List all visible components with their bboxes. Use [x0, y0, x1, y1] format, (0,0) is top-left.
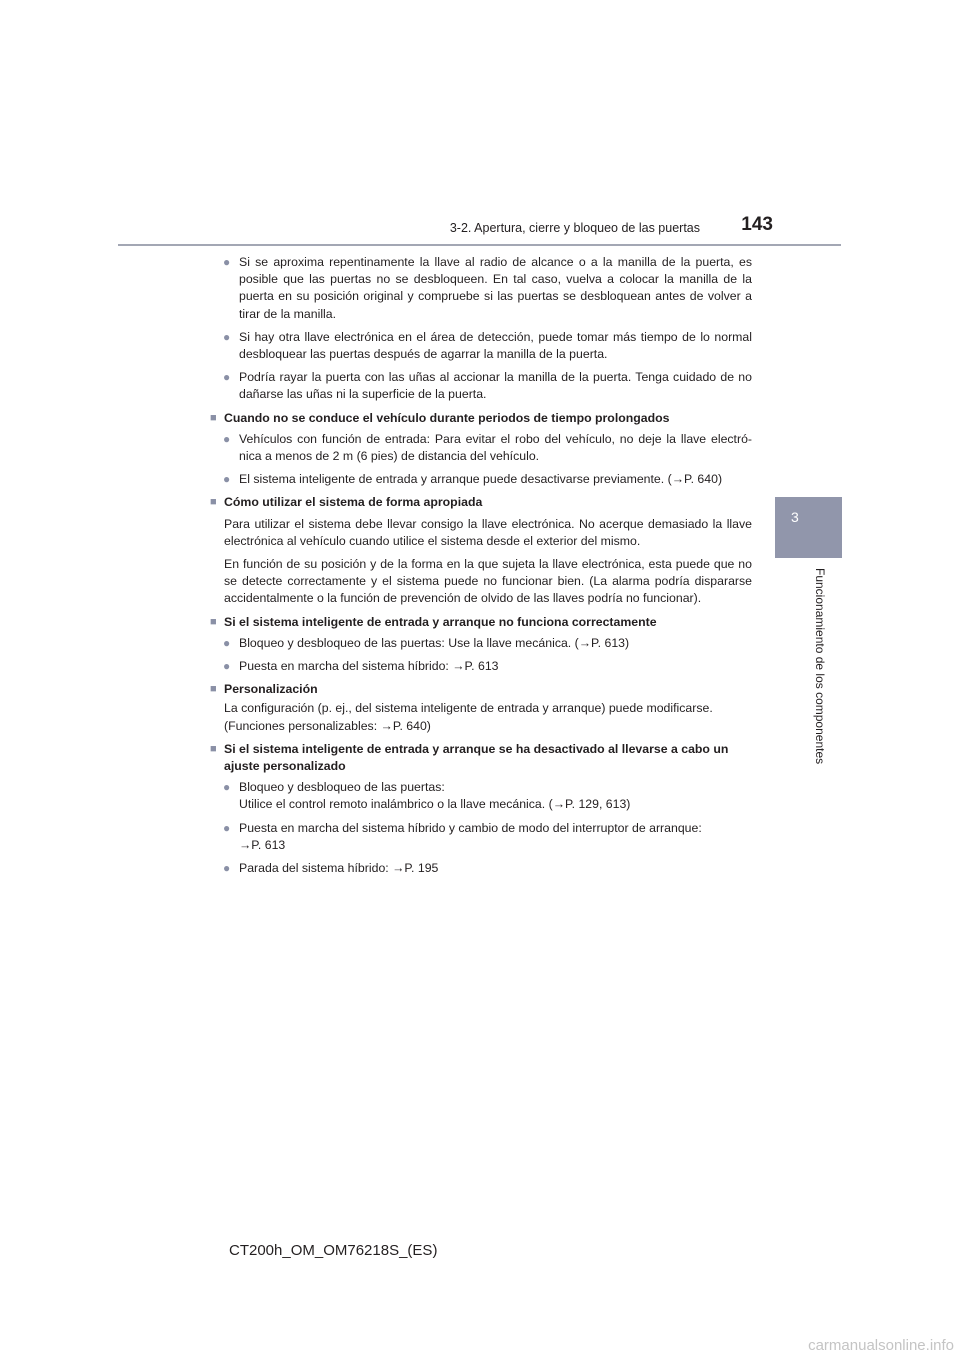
- list-item: ● Bloqueo y desbloqueo de las puertas: Utilice el control remoto inalámbrico o la llave mecánica. (→P. 129, 613): [223, 780, 631, 812]
- chapter-tab[interactable]: [775, 497, 842, 558]
- square-bullet-icon: ■: [210, 411, 217, 424]
- header-section-title: 3-2. Apertura, cierre y bloqueo de las puertas: [449, 221, 700, 235]
- bullet-icon: ●: [223, 431, 231, 446]
- paragraph: (Funciones personalizables: →P. 640): [224, 718, 431, 733]
- list-item: ● Parada del sistema híbrido: →P. 195: [210, 860, 752, 877]
- section-heading: ■ Personalización: [210, 681, 752, 698]
- paragraph: La configuración (p. ej., del sistema inteligente de entrada y arranque) puede modificarse.: [224, 701, 713, 716]
- bullet-icon: ●: [223, 820, 231, 835]
- list-item: ● Puesta en marcha del sistema híbrido y cambio de modo del interruptor de arranque: →P. 613: [223, 820, 702, 852]
- list-item: ● Si hay otra llave electrónica en el área de detección, puede tomar más tiempo de lo normal desbloquear las puertas después de agarrar la manilla de la puerta.: [223, 329, 752, 362]
- chapter-number: 3: [791, 509, 799, 525]
- page-number: 143: [741, 214, 773, 235]
- paragraph: Para utilizar el sistema debe llevar consigo la llave electrónica. No acerque demasiado la llave electrónica al vehículo cuando utilice el sistema desde el exterior del mismo.: [224, 516, 752, 548]
- section-heading: ■ Si el sistema inteligente de entrada y arranque se ha desactivado al llevarse a cabo un ajuste personalizado: [210, 741, 729, 774]
- bullet-icon: ●: [223, 659, 231, 674]
- list-item: ● Puesta en marcha del sistema híbrido: →P. 613: [210, 658, 752, 675]
- square-bullet-icon: ■: [210, 742, 217, 755]
- section-heading: ■ Cuando no se conduce el vehículo durante periodos de tiempo prolongados: [210, 410, 752, 427]
- bullet-icon: ●: [223, 780, 231, 795]
- chapter-side-title: [812, 568, 828, 778]
- bullet-icon: ●: [223, 255, 231, 269]
- bullet-icon: ●: [223, 472, 231, 487]
- bullet-icon: ●: [223, 861, 231, 876]
- section-heading: ■ Si el sistema inteligente de entrada y arranque no funciona correctamente: [210, 614, 752, 631]
- chapter-title-text: Funcionamiento de los componentes: [813, 568, 827, 765]
- square-bullet-icon: ■: [210, 683, 217, 696]
- list-item: ● Si se aproxima repentinamente la llave al radio de alcance o a la manilla de la puerta, es posible que las puertas no se desbloqueen. En tal caso, vuelva a colocar la manilla de la puerta en su posición original y compruebe si las puertas se desbloquean antes de volver a tirar de la manilla.: [223, 255, 752, 321]
- footer-document-code: CT200h_OM_OM76218S_(ES): [229, 1242, 438, 1259]
- list-item: ● El sistema inteligente de entrada y arranque puede desactivarse previamente. (→P. 640): [210, 471, 752, 488]
- watermark: carmanualsonline.info: [808, 1337, 954, 1354]
- bullet-icon: ●: [223, 370, 231, 385]
- square-bullet-icon: ■: [210, 496, 217, 509]
- list-item: ● Podría rayar la puerta con las uñas al accionar la manilla de la puerta. Tenga cuidado de no dañarse las uñas ni la superficie de la puerta.: [223, 370, 752, 402]
- section-heading: ■ Cómo utilizar el sistema de forma apropiada: [210, 494, 752, 511]
- list-item: ● Vehículos con función de entrada: Para evitar el robo del vehículo, no deje la llave electró- nica a menos de 2 m (6 pies) de distancia del vehículo.: [223, 431, 752, 464]
- paragraph: En función de su posición y de la forma en la que sujeta la llave electrónica, esta puede que no se detecte correctamente y el sistema puede no funcionar bien. (La alarma podría dispararse accidentalmente o la función de prevención de olvido de las llaves podría no funcionar).: [224, 557, 752, 606]
- page-content: [210, 254, 752, 883]
- bullet-icon: ●: [223, 635, 231, 650]
- header-rule: [118, 244, 841, 246]
- square-bullet-icon: ■: [210, 615, 217, 628]
- list-item: ● Bloqueo y desbloqueo de las puertas: Use la llave mecánica. (→P. 613): [210, 635, 752, 652]
- bullet-icon: ●: [223, 329, 231, 344]
